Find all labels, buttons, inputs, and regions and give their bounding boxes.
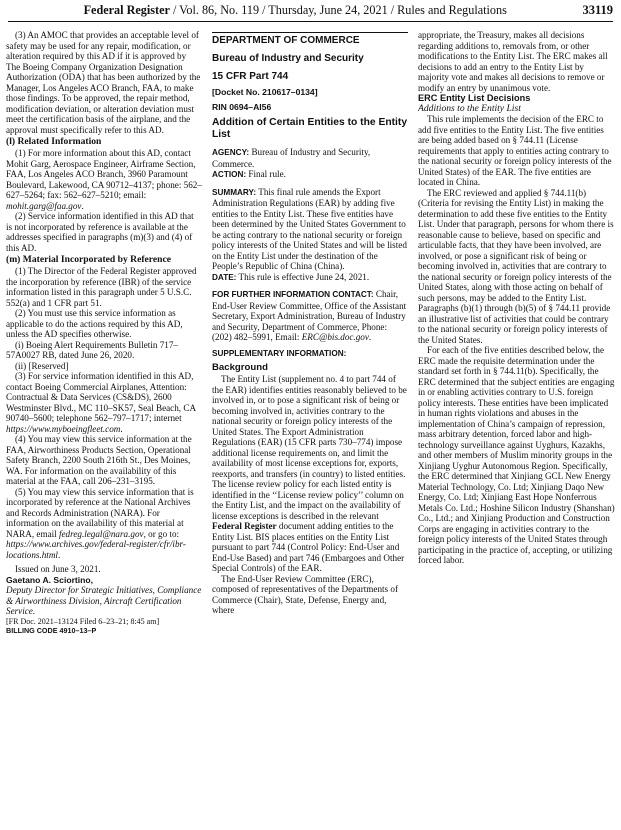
journal-name: Federal Register — [83, 3, 170, 17]
supplementary-label: SUPPLEMENTARY INFORMATION: — [212, 348, 347, 358]
action-line: ACTION: Final rule. — [212, 169, 286, 179]
rin-number: RIN 0694–AI56 — [212, 102, 272, 112]
summary: SUMMARY: This final rule amends the Export Administration Regulations (EAR) by adding five entities to the Entity List. These five entities have been determined by the United States Government to be acting contrary to the national security or foreign policy interests of the United States and will be listed on the Entity List under the destination of the People’s Republic of China (China). — [212, 186, 407, 271]
page-number: 33119 — [582, 3, 613, 17]
docket-number: [Docket No. 210617–0134] — [212, 87, 318, 97]
paragraph: (i) Boeing Alert Requirements Bulletin 717–57A0027 RB, dated June 26, 2020. — [6, 339, 178, 360]
url-link[interactable]: https://www.myboeingfleet.com — [6, 423, 121, 434]
divider — [212, 32, 408, 33]
paragraph: (ii) [Reserved] — [15, 360, 69, 371]
date-line: DATE: This rule is effective June 24, 2021. — [212, 271, 370, 282]
bureau-name: Bureau of Industry and Security — [212, 53, 364, 64]
paragraph: (5) You may view this service information that is incorporated by reference at the National Archives and Records Administration (NARA). For information on the availability of this material at NARA, email fedreg.legal@nara.gov, or go to: https://www.archives.gov/federal-register/cfr/ibr-locations.html. — [6, 486, 194, 560]
billing-code: BILLING CODE 4910–13–P — [6, 626, 97, 635]
section-heading-related: (l) Related Information — [6, 136, 102, 147]
email-link[interactable]: fedreg.legal@nara.gov — [58, 528, 144, 539]
paragraph: The Entity List (supplement no. 4 to part 744 of the EAR) identifies entities reasonably believed to be involved in, or to pose a significant risk of being or becoming involved in, activities contrary to the national security or foreign policy interests of the United States. The Export Administration Regulations (EAR) (15 CFR parts 730–774) impose additional license requirements on, and limit the availability of most license exceptions for, exports, reexports, and transfers (in country) to listed entities. The license review policy for each listed entity is identified in the ‘‘License review policy’’ column on the Entity List, and the impact on the availability of license exceptions is described in the relevant Federal Register document adding entities to the Entity List. BIS places entities on the Entity List pursuant to part 744 (Control Policy: End-User and End-Use Based) and part 746 (Embargoes and Other Special Controls) of the EAR. — [212, 374, 407, 573]
background-heading: Background — [212, 362, 268, 373]
paragraph: This rule implements the decision of the ERC to add five entities to the Entity List. The five entities are being added based on § 744.11 (License requirements that apply to entities acting contrary to the national security or foreign policy interests of the United States) of the EAR. The five entities are located in China. — [418, 114, 612, 187]
column-left — [6, 30, 202, 830]
section-heading-material: (m) Material Incorporated by Reference — [6, 254, 171, 265]
email-link[interactable]: mohit.garg@faa.gov — [6, 200, 82, 211]
page-header — [8, 0, 613, 22]
running-head — [8, 3, 582, 18]
column-middle — [212, 30, 408, 830]
issue-info: / Vol. 86, No. 119 / Thursday, June 24, 2021 / Rules and Regulations — [169, 3, 507, 17]
url-link[interactable]: https://www.archives.gov/federal-register/cfr/ibr-locations.html — [6, 539, 186, 560]
paragraph: The ERC reviewed and applied § 744.11(b) (Criteria for revising the Entity List) in making the determination to add these five entities to the Entity List. Under that paragraph, persons for whom there is reasonable cause to believe, based on specific and articulable facts, that they have been involved, are involved, or pose a significant risk of being or becoming involved in, activities that are contrary to the national security or foreign policy interests of the United States, along with those acting on behalf of such persons, may be added to the Entity List. Paragraphs (b)(1) through (b)(5) of § 744.11 provide an illustrative list of activities that could be contrary to the national security or foreign policy interests of the United States. — [418, 187, 614, 345]
paragraph: (4) You may view this service information at the FAA, Airworthiness Products Section, Operational Safety Branch, 2200 South 216th St., Des Moines, WA. For information on the availability of this material at the FAA, call 206–231–3195. — [6, 434, 192, 486]
paragraph: The End-User Review Committee (ERC), composed of representatives of the Departments of Commerce (Chair), State, Defense, Energy and, where — [212, 573, 398, 615]
section-heading-erc: ERC Entity List Decisions — [418, 93, 531, 103]
contact-info: FOR FURTHER INFORMATION CONTACT: Chair, End-User Review Committee, Office of the Assistant Secretary, Export Administration, Bureau of Industry and Security, Department of Commerce, Phone: (202) 482–5991, Email: ERC@bis.doc.gov. — [212, 289, 407, 342]
paragraph: (3) For service information identified in this AD, contact Boeing Commercial Airplanes, Attention: Contractual & Data Services (CS&DS), 2600 Westminster Blvd., MC 110–SK57, Seal Beach, CA 90740–5600; telephone 562–797–1717; internet https://www.myboeingfleet.com. — [6, 371, 196, 434]
department-name: DEPARTMENT OF COMMERCE — [212, 35, 360, 46]
paragraph: (2) You must use this service information as applicable to do the actions required by this AD, unless the AD specifies otherwise. — [6, 308, 183, 339]
issued-date: Issued on June 3, 2021. — [15, 564, 101, 574]
paragraph: (3) An AMOC that provides an acceptable level of safety may be used for any repair, modification, or alteration required by this AD if it is approved by The Boeing Company Organization Designation Authorization (ODA) that has been authorized by the Manager, Los Angeles ACO Branch, FAA, to make those findings. To be approved, the repair method, modification deviation, or alteration deviation must meet the certification basis of the airplane, and the approval must specifically refer to this AD. — [6, 30, 201, 135]
agency-line: AGENCY: Bureau of Industry and Security, Commerce. — [212, 147, 371, 169]
paragraph: (1) The Director of the Federal Register approved the incorporation by reference (IBR) of the service information listed in this paragraph under 5 U.S.C. 552(a) and 1 CFR part 51. — [6, 266, 197, 308]
signer-title: Deputy Director for Strategic Initiatives, Compliance & Airworthiness Division, Aircraft Certification Service. — [6, 585, 202, 616]
paragraph: For each of the five entities described below, the ERC made the requisite determination under the standard set forth in § 744.11(b). Specifically, the ERC determined that the subject entities are engaging in or enabling activities contrary to U.S. foreign policy interests. These entities have been implicated in human rights violations and abuses in the implementation of China’s campaign of repression, mass arbitrary detention, forced labor and high-technology surveillance against Uyghurs, Kazakhs, and other members of Muslim minority groups in the Xinjiang Uyghur Autonomous Region. Specifically, the ERC determined that Xinjiang GCL New Energy Material Technology, Co. Ltd; Xinjiang Daqo New Energy, Co. Ltd; Xinjiang East Hope Nonferrous Metals Co. Ltd.; Hoshine Silicon Industry (Shanshan) Co., Ltd.; and Xinjiang Production and Construction Corps are engaging in activities contrary to the foreign policy interests of the United States through participating in the practice of, accepting, or utilizing forced labor. — [418, 345, 615, 565]
rule-title: Addition of Certain Entities to the Entity List — [212, 117, 408, 140]
cfr-part: 15 CFR Part 744 — [212, 71, 289, 82]
subsection-heading-additions: Additions to the Entity List — [418, 102, 521, 114]
paragraph: (2) Service information identified in this AD that is not incorporated by reference is available at the addresses specified in paragraphs (m)(3) and (4) of this AD. — [6, 211, 194, 253]
paragraph: (1) For more information about this AD, contact Mohit Garg, Aerospace Engineer, Airframe Section, FAA, Los Angeles ACO Branch, 3960 Paramount Boulevard, Lakewood, CA 90712–4137; phone: 562–627–5264; fax: 562–627–5210; email: mohit.garg@faa.gov. — [6, 148, 202, 211]
email-link[interactable]: ERC@bis.doc.gov — [301, 332, 369, 342]
column-right — [418, 30, 615, 830]
paragraph: appropriate, the Treasury, makes all decisions regarding additions to, removals from, or other modifications to the Entity List. The ERC makes all decisions to add an entry to the Entity List by majority vote and makes all decisions to remove or modify an entry by unanimous vote. — [418, 30, 608, 93]
fr-doc: [FR Doc. 2021–13124 Filed 6–23–21; 8:45 am] — [6, 616, 160, 626]
signer-name: Gaetano A. Sciortino, — [6, 574, 94, 585]
